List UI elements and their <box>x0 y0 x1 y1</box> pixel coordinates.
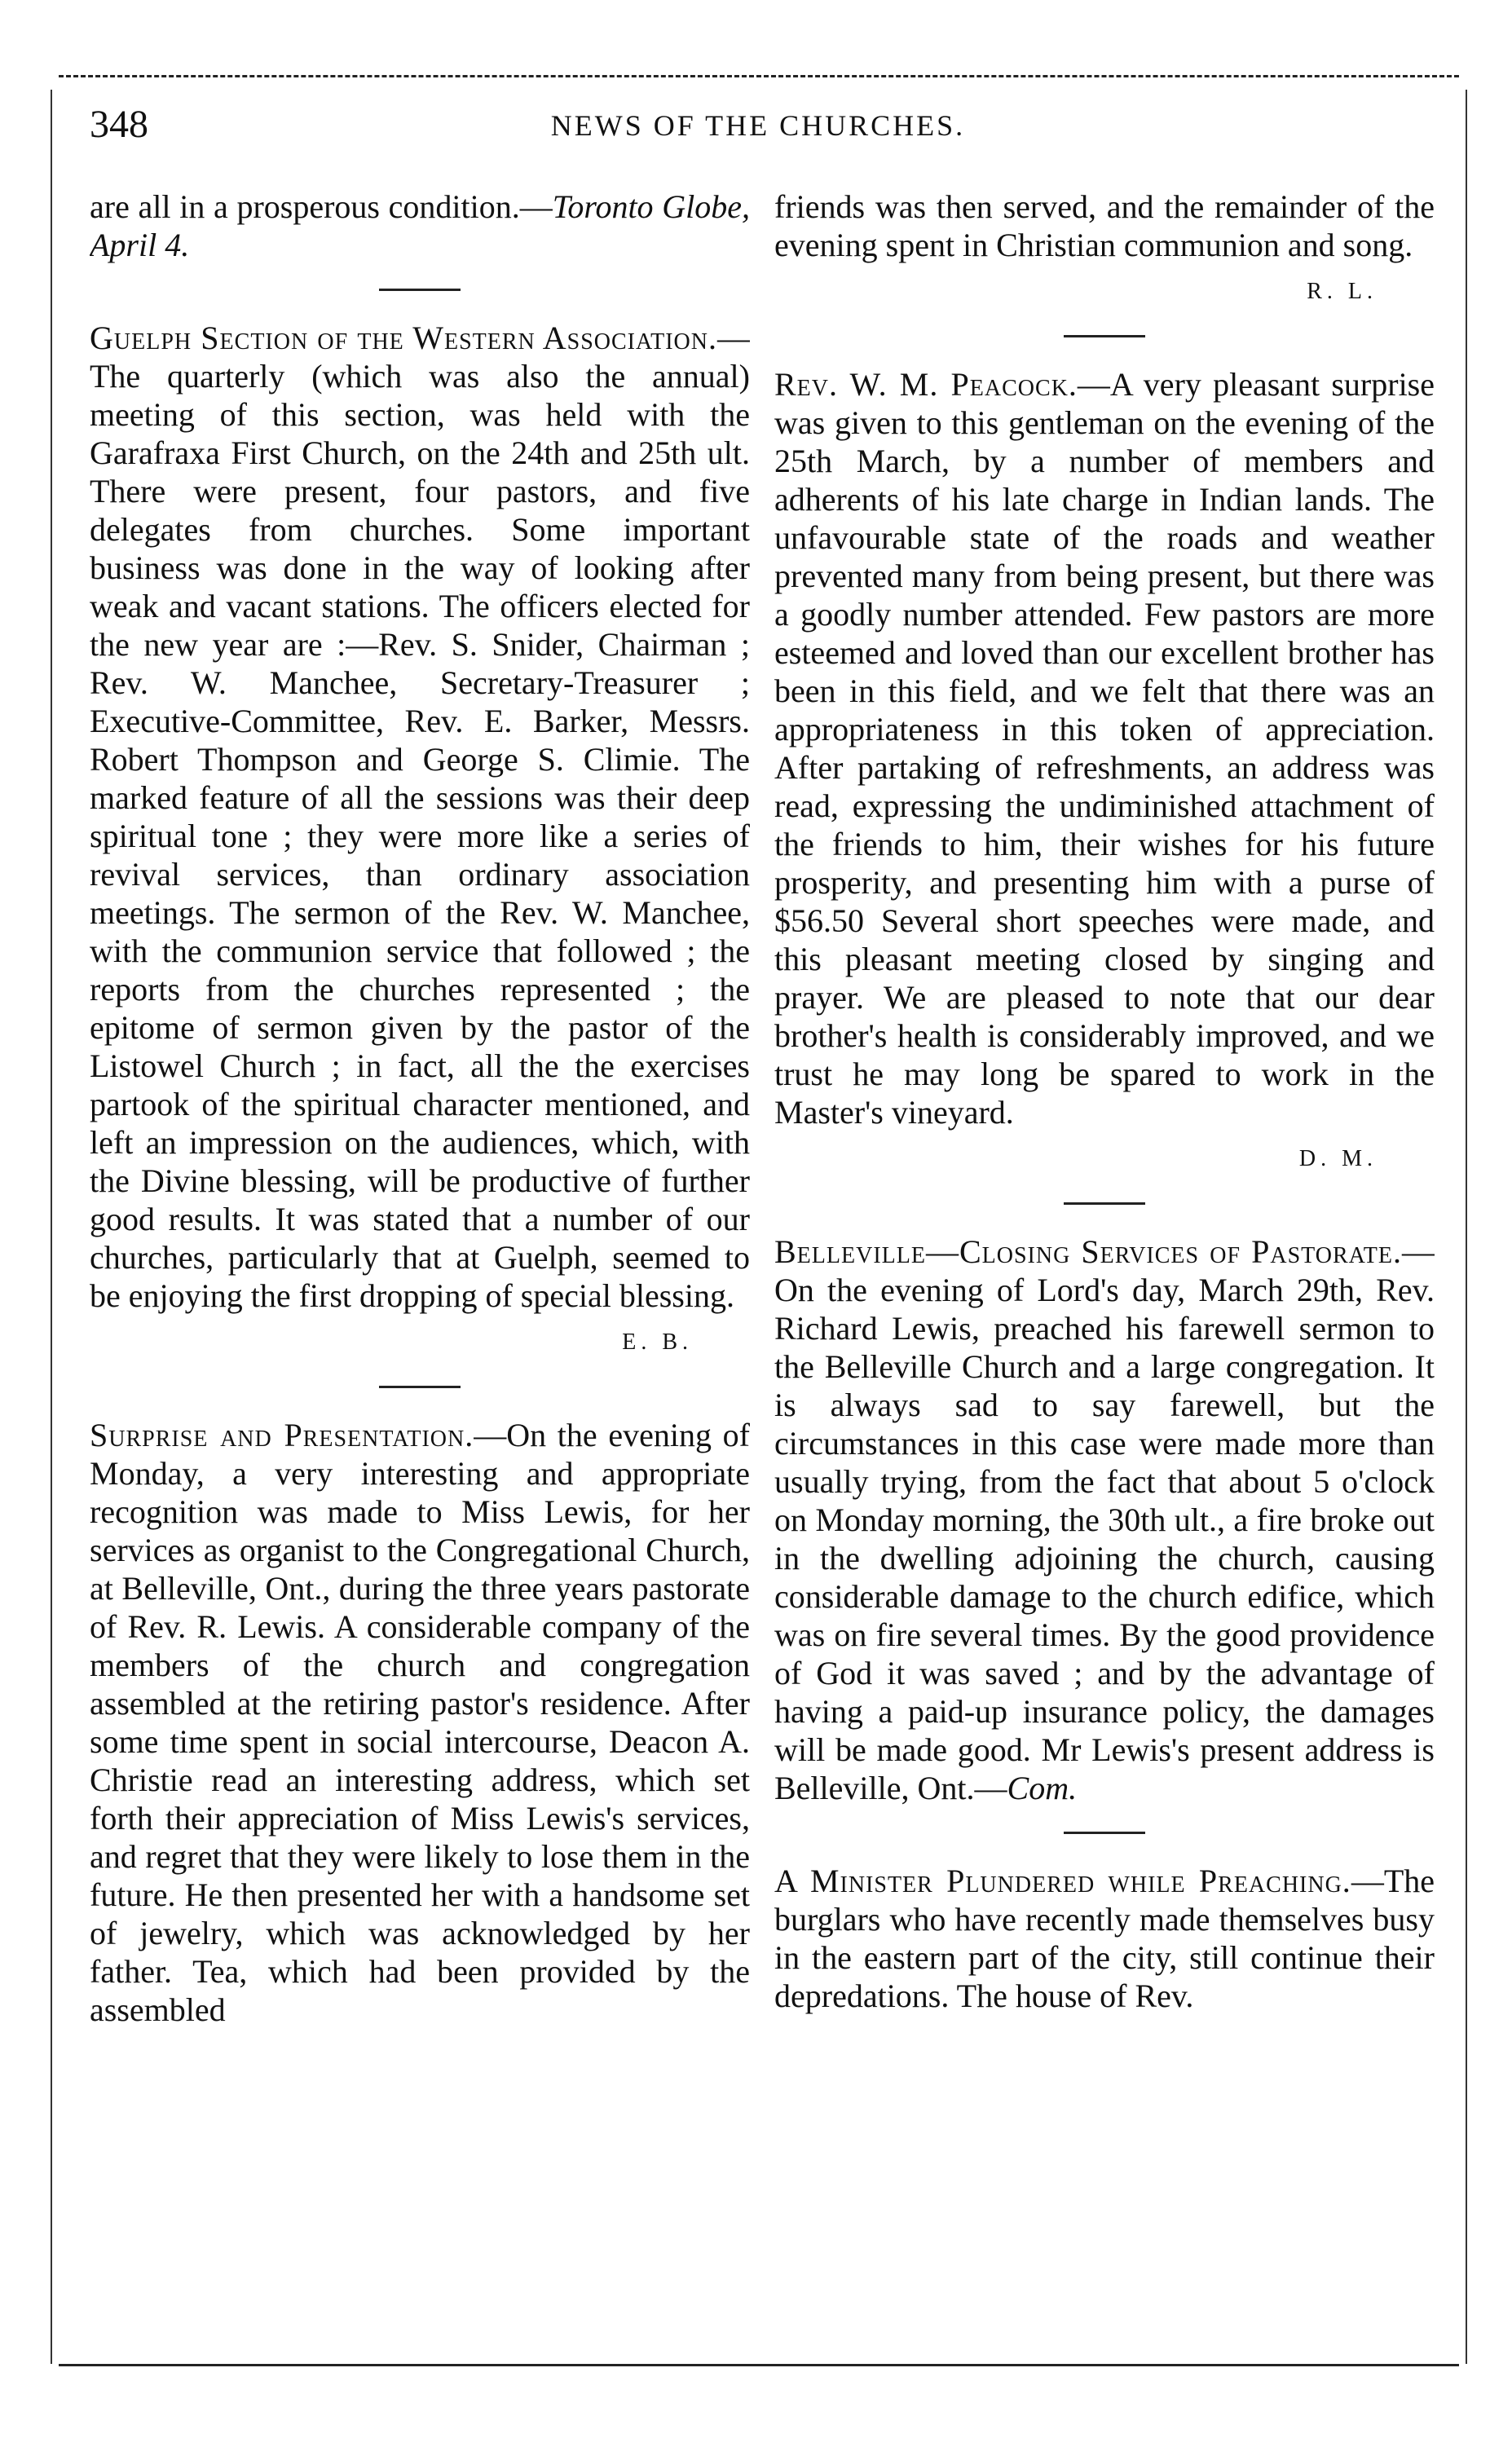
continuation-text: friends was then served, and the remainder of the evening spent in Christian communion and song. <box>774 188 1435 263</box>
page-number: 348 <box>90 103 148 146</box>
article-guelph <box>90 319 750 1361</box>
article-signature: R. L. <box>1307 279 1378 304</box>
article-continuation-right <box>774 187 1435 311</box>
article-body: —On the evening of Lord's day, March 29th, Rev. Richard Lewis, preached his farewell sermon to the Belleville Church and a large congregation. It is always sad to say farewell, but the circumstances in this case were made more than usually trying, from the fact that about 5 o'clock on Monday morning, the 30th ult., a fire broke out in the dwelling adjoining the church, causing considerable damage to the church edifice, which was on fire several times. By the good providence of God it was saved ; and by the advantage of having a paid-up insurance policy, the damages will be made good. Mr Lewis's present address is Belleville, Ont.— <box>774 1233 1435 1806</box>
section-divider <box>1064 335 1145 337</box>
article-body: —A very pleasant surprise was given to this gentleman on the evening of the 25th March, by a number of members and adherents of his late charge in Indian lands. The unfavourable state of the roads and weather prevented many from being present, but there was a goodly number attended. Few pastors are more esteemed and loved than our excellent brother has been in this field, and we felt that there was an appropriateness in this token of appreciation. After partaking of refreshments, an address was read, expressing the undiminished attachment of the friends to him, their wishes for his future prosperity, and presenting him with a purse of $56.50 Several short speeches were made, and this pleasant meeting closed by singing and prayer. We are pleased to note that our dear brother's health is considerably improved, and we trust he may long be spared to work in the Master's vineyard. <box>774 366 1435 1131</box>
section-divider <box>379 1386 461 1388</box>
running-head: NEWS OF THE CHURCHES. <box>550 109 966 142</box>
article-heading: Surprise and Presentation. <box>90 1417 474 1453</box>
section-divider <box>1064 1202 1145 1205</box>
article-body: —The burglars who have recently made themselves busy in the eastern part of the city, still continue their depredations. The house of Rev. <box>774 1863 1435 2014</box>
source-citation: Com. <box>1007 1770 1078 1806</box>
article-heading: Belleville—Closing Services of Pastorate. <box>774 1233 1402 1270</box>
article-signature: E. B. <box>622 1329 693 1355</box>
page-header <box>90 102 1459 159</box>
section-divider <box>1064 1832 1145 1834</box>
section-divider <box>379 289 461 291</box>
article-heading: Guelph Section of the Western Association. <box>90 320 717 356</box>
right-page-edge <box>1466 90 1467 2364</box>
article-minister <box>774 1862 1435 2015</box>
article-peacock <box>774 365 1435 1178</box>
article-signature: D. M. <box>1298 1146 1378 1171</box>
source-citation: Toronto Globe, April 4. <box>90 188 750 263</box>
article-heading: Rev. W. M. Peacock. <box>774 366 1078 403</box>
continuation-text: are all in a prosperous condition.— <box>90 188 553 225</box>
article-heading: A Minister Plundered while Preaching. <box>774 1863 1351 1899</box>
article-belleville <box>774 1232 1435 1807</box>
article-body: —On the evening of Monday, a very interesting and appropriate recognition was made to Miss Lewis, for her services as organist to the Congregational Church, at Belleville, Ont., during the three years pastorate of Rev. R. Lewis. A considerable company of the members of the church and congregation assembled at the retiring pastor's residence. After some time spent in social intercourse, Deacon A. Christie read an interesting address, which set forth their appreciation of Miss Lewis's services, and regret that they were likely to lose them in the future. He then presented her with a handsome set of jewelry, which was acknowledged by her father. Tea, which had been provided by the assembled <box>90 1417 750 2028</box>
right-column <box>774 187 1435 2348</box>
left-page-edge <box>51 90 52 2364</box>
article-body: —The quarterly (which was also the annual) meeting of this section, was held with the Garafraxa First Church, on the 24th and 25th ult. There were present, four pastors, and five delegates from churches. Some important business was done in the way of looking after weak and vacant stations. The officers elected for the new year are :—Rev. S. Snider, Chairman ; Rev. W. Manchee, Secretary-Treasurer ; Executive-Committee, Rev. E. Barker, Messrs. Robert Thompson and George S. Climie. The marked feature of all the sessions was their deep spiritual tone ; they were more like a series of revival services, than ordinary association meetings. The sermon of the Rev. W. Manchee, with the communion service that followed ; the reports from the churches represented ; the epitome of sermon given by the pastor of the Listowel Church ; in fact, all the the exercises partook of the spiritual character mentioned, and left an impression on the audiences, which, with the Divine blessing, will be productive of further good results. It was stated that a number of our churches, particularly that at Guelph, seemed to be enjoying the first dropping of special blessing. <box>90 320 750 1314</box>
bottom-rule <box>59 2364 1459 2366</box>
article-surprise <box>90 1416 750 2029</box>
article-continuation-left <box>90 187 750 264</box>
top-rule <box>59 75 1459 77</box>
left-column <box>90 187 750 2348</box>
